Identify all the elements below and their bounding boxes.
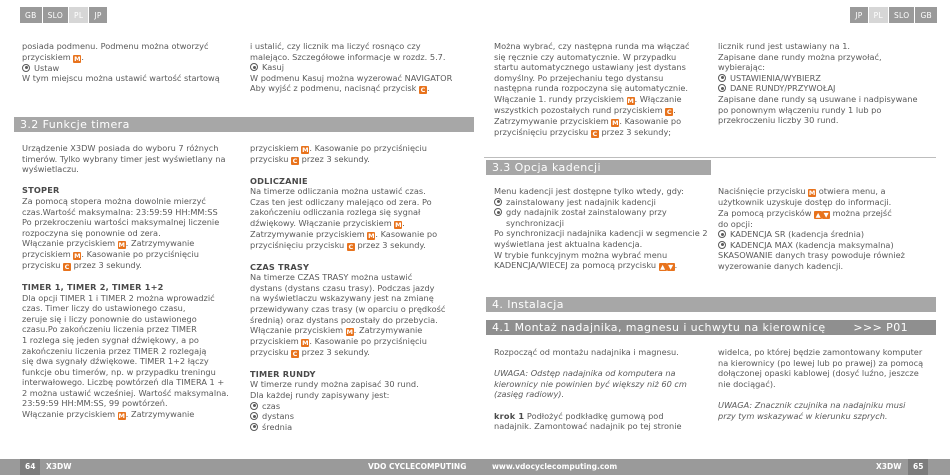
c-button-icon: C (292, 157, 298, 165)
text-line: wybierając: (718, 62, 765, 73)
text-line: czas.Wartość maksymalna: 23:59:59 HH:MM:SS (22, 206, 218, 217)
col4-bottom-text (718, 347, 933, 421)
text-line: timerów. Tylko wybrany timer jest wyświetlany na (22, 153, 226, 164)
text-line: przyciśnięciu przycisku C przez 3 sekundy; (494, 126, 672, 138)
text-line: krok 1 Podłożyć podkładkę gumową pod (494, 410, 664, 421)
text-line: na wyświetlaczu wskazywany jest na zmianę (250, 293, 434, 304)
text-line: Po synchronizacji nadajnika kadencji w segmencie 2 (494, 228, 708, 239)
m-button-icon: M (74, 252, 81, 261)
text-line: W timerze rundy można zapisać 30 rund. (250, 379, 419, 390)
text-line: przyciskiem M. Kasowanie po przyciśnięciu (22, 249, 199, 261)
bullet-icon (250, 402, 258, 410)
lang-tab-gb[interactable]: GB (20, 7, 42, 23)
down-button-icon: ▼ (668, 263, 674, 272)
text-line: Dla opcji TIMER 1 i TIMER 2 można wprowadzić (22, 292, 215, 303)
col1-top-text (22, 41, 237, 84)
lang-tab-pl[interactable]: PL (69, 7, 88, 23)
col3-middle-text (494, 186, 709, 271)
reference-link-p01[interactable]: >>> P01 (853, 321, 908, 334)
text-line: Za pomocą stopera można dowolnie mierzyć (22, 195, 206, 206)
text-line: Za pomocą przycisków ▲ ▼ można przejść (718, 207, 892, 219)
bullet-item: Ustaw (22, 63, 237, 74)
lang-tab-pl-right[interactable]: PL (869, 7, 888, 23)
note-line: kierownicy nie powinien być większy niż 60 cm (494, 378, 687, 389)
text-line: czas. Timer liczy do ustawionego czasu, (22, 303, 186, 314)
text-line: przyciskiem M. (22, 51, 84, 63)
website-url[interactable]: www.vdocyclecomputing.com (492, 462, 618, 471)
bullet-icon (250, 423, 258, 431)
text-line: przycisku C przez 3 sekundy. (250, 154, 370, 165)
lang-tab-gb-right[interactable]: GB (915, 7, 937, 23)
bullet-item: USTAWIENIA/WYBIERZ (718, 73, 933, 84)
text-line: przekroczeniu liczby 30 rund. (718, 115, 839, 126)
lang-tab-slo-right[interactable]: SLO (889, 7, 914, 23)
bullet-item: zainstalowany jest nadajnik kadencji (494, 197, 709, 208)
m-button-icon: M (118, 412, 125, 421)
bullet-icon (718, 241, 726, 249)
col4-middle-text (718, 186, 933, 272)
text-line: nie dociągać). (718, 378, 776, 389)
text-line: SKASOWANIE danych trasy powoduje również (718, 250, 905, 261)
text-line: przyciskiem M. Kasowanie po przyciśnięciu (250, 143, 427, 154)
c-button-icon: C (592, 129, 598, 138)
bullet-icon (250, 412, 258, 420)
text-line: rozpoczyna się ponownie od zera. (22, 227, 161, 238)
bullet-item: Kasuj (250, 62, 460, 73)
text-line: się dwa sygnały dźwiękowe. TIMER 1+2 łączy (22, 356, 209, 367)
m-button-icon: M (808, 189, 816, 197)
text-line: KADENCJA/WIECEJ za pomocą przycisku ▲ ▼ . (494, 260, 678, 272)
text-line: posiada podmenu. Podmenu można otworzyć (22, 41, 209, 51)
text-line: Czas ten jest odliczany malejąco od zera. Po (250, 196, 432, 207)
note-line: UWAGA: Odstęp nadajnika od komputera na (494, 368, 676, 379)
bullet-item: średnia (250, 422, 465, 433)
brand-name: VDO CYCLECOMPUTING (368, 462, 467, 471)
bullet-icon (718, 84, 726, 92)
model-name-left: X3DW (46, 462, 72, 471)
c-button-icon: C (666, 107, 672, 116)
text-line: Naciśnięcie przycisku M otwiera menu, a (718, 186, 886, 197)
page-number-right: 65 (908, 459, 928, 475)
section-heading-4 (486, 297, 936, 312)
col3-bottom-text (494, 347, 709, 432)
text-line: 2 można ustawić wcześniej. Wartość maksymalna. (22, 387, 229, 398)
text-line: Rozpocząć od montażu nadajnika i magnesu. (494, 347, 679, 357)
text-line: Zapisane dane rundy można przywołać, (718, 51, 882, 62)
c-button-icon: C (292, 350, 298, 359)
section-heading-text: 3.2 Funkcje timera (20, 118, 130, 131)
text-line: wyświetlaczu. (22, 164, 79, 175)
m-button-icon: M (368, 231, 375, 240)
text-line: Zapisane dane rundy są usuwane i nadpisywane (718, 93, 918, 104)
text-line: W tym miejscu można ustawić wartość startową (22, 73, 220, 84)
c-button-icon: C (420, 86, 426, 95)
c-button-icon: C (64, 263, 70, 272)
text-line: W trybie funkcyjnym można wybrać menu (494, 249, 668, 260)
m-button-icon: M (302, 146, 309, 154)
text-line: wyświetlana jest aktualna kadencja. (494, 238, 643, 249)
m-button-icon: M (612, 118, 619, 127)
text-line: przycisku C przez 3 sekundy. (250, 347, 370, 359)
text-line: wszystkich pozostałych rund przyciskiem C . (494, 104, 676, 116)
bullet-item: DANE RUNDY/PRZYWOŁAJ (718, 83, 933, 94)
text-line: Włączanie przyciskiem M. Zatrzymywanie (22, 409, 195, 421)
text-line: Zatrzymywanie przyciskiem M. Kasowanie po (494, 115, 682, 127)
language-tabs-right (850, 7, 938, 27)
section-heading-4-1 (486, 320, 936, 335)
note-line: (zasięg radiowy). (494, 389, 565, 400)
section-divider (484, 157, 936, 158)
bullet-item: czas (250, 401, 465, 412)
bullet-icon (494, 198, 502, 206)
down-button-icon: ▼ (823, 210, 829, 219)
text-line: Po przekroczeniu wartości maksymalnej liczenie (22, 217, 220, 228)
up-button-icon: ▲ (660, 263, 666, 272)
text-line: Włączanie 1. rundy przyciskiem M. Włączanie (494, 93, 682, 105)
subheading-timer: TIMER 1, TIMER 2, TIMER 1+2 (22, 281, 164, 292)
text-line: Menu kadencji jest dostępne tylko wtedy, gdy: (494, 186, 684, 196)
text-line: W podmenu Kasuj można wyzerować NAVIGATOR (250, 72, 453, 83)
text-line: przyciskiem M. Kasowanie po przyciśnięciu (250, 336, 427, 348)
text-line: 1 rozlega się jeden sygnał dźwiękowy, a po (22, 334, 199, 345)
text-line: interwałowego. Liczbę powtórzeń dla TIMERA 1 + (22, 377, 225, 388)
text-line: Można wybrać, czy następna runda ma włączać (494, 41, 690, 51)
subheading-odliczanie: ODLICZANIE (250, 175, 308, 186)
text-line: zakończeniu odliczania rozlega się sygnał (250, 207, 421, 218)
col2-main-text (250, 143, 465, 432)
text-line: zakończeniu liczenia przez TIMER 2 rozlegają (22, 345, 207, 356)
m-button-icon: M (302, 339, 309, 348)
bullet-item: KADENCJA MAX (kadencja maksymalna) (718, 240, 933, 251)
col1-main-text (22, 143, 237, 420)
text-line: dystans (dystans czasu trasy). Podczas jazdy (250, 282, 435, 293)
subheading-timer-rundy: TIMER RUNDY (250, 368, 316, 379)
text-line: Na timerze odliczania można ustawić czas. (250, 186, 426, 197)
bullet-icon (22, 64, 30, 72)
text-line: po ponownym włączeniu rundy 1 lub po (718, 104, 882, 115)
page-footer (0, 459, 950, 475)
col4-top-text (718, 41, 933, 126)
text-line: na kierownicy (po lewej lub po prawej) za pomocą (718, 357, 924, 368)
text-line: licznik rund jest ustawiany na 1. (718, 41, 851, 51)
language-tabs-left (20, 7, 108, 27)
text-line: Włączanie przyciskiem M. Zatrzymywanie (22, 238, 195, 250)
text-line: funkcje obu timerów, np. w przypadku treningu (22, 366, 216, 377)
lang-tab-slo[interactable]: SLO (43, 7, 68, 23)
text-line: nadajnik. Zamontować nadajnik po tej stronie (494, 421, 682, 432)
text-line: dołączonej opaski kablowej (dosyć luźno, jeszcze (718, 368, 919, 379)
col3-top-text (494, 41, 709, 138)
text-line: Włączanie przyciskiem M. Zatrzymywanie (250, 325, 423, 337)
text-line: Dla każdej rundy zapisywany jest: (250, 389, 390, 400)
m-button-icon: M (346, 328, 353, 337)
section-heading-3-2 (14, 117, 474, 132)
text-line: Urządzenie X3DW posiada do wyboru 7 różnych (22, 143, 219, 153)
text-line: synchronizacji (506, 217, 565, 228)
bullet-icon (250, 63, 258, 71)
text-line: domyślny. Po przejechaniu tego dystansu (494, 72, 664, 83)
section-heading-text: 3.3 Opcja kadencji (492, 161, 601, 174)
text-line: Na timerze CZAS TRASY można ustawić (250, 272, 413, 283)
text-line: malejąco. Szczegółowe informacje w rozdz. 5.7. (250, 51, 446, 62)
text-line: się ręcznie czy automatycznie. W przypadku (494, 51, 677, 62)
text-line: Zatrzymywanie przyciskiem M. Kasowanie po (250, 228, 438, 240)
text-line: do opcji: (718, 218, 753, 229)
c-button-icon: C (348, 242, 354, 251)
text-line: następna runda rozpoczyna się automatycznie. (494, 83, 688, 94)
section-heading-text: 4.1 Montaż nadajnika, magnesu i uchwytu na kierownicę (492, 321, 826, 334)
up-button-icon: ▲ (815, 210, 821, 219)
lang-tab-jp[interactable]: JP (89, 7, 106, 23)
m-button-icon: M (627, 96, 634, 105)
text-line: i ustalić, czy licznik ma liczyć rosnąco czy (250, 41, 421, 51)
text-line: widelca, po której będzie zamontowany komputer (718, 347, 923, 357)
lang-tab-jp-right[interactable]: JP (850, 7, 867, 23)
bullet-icon (718, 74, 726, 82)
text-line: Aby wyjść z podmenu, nacisnąć przycisk C . (250, 83, 430, 95)
text-line: przyciśnięciu przycisku C przez 3 sekundy. (250, 239, 426, 251)
text-line: użytkownik uzyskuje dostęp do informacji. (718, 197, 892, 207)
note-line: przy tym wskazywać w kierunku szprych. (718, 410, 888, 421)
text-line: przewidywany czas trasy (w oparciu o prędkość (250, 303, 446, 314)
bullet-icon (718, 230, 726, 238)
m-button-icon: M (395, 220, 402, 229)
text-line: czasu.Po zakończeniu liczenia przez TIMER (22, 324, 197, 335)
model-name-right: X3DW (876, 462, 902, 471)
text-line: dźwiękowy. Włączanie przyciskiem M. (250, 217, 405, 229)
text-line: wyzerowanie danych kadencji. (718, 260, 844, 271)
bullet-item: gdy nadajnik został zainstalowany przy (494, 207, 709, 218)
m-button-icon: M (74, 54, 81, 63)
text-line: przycisku C przez 3 sekundy. (22, 260, 142, 272)
note-line: UWAGA: Znacznik czujnika na nadajniku musi (718, 399, 906, 410)
section-heading-3-3 (486, 160, 711, 175)
subheading-czas-trasy: CZAS TRASY (250, 261, 310, 272)
bullet-item: dystans (250, 411, 465, 422)
col2-top-text (250, 41, 460, 94)
text-line: zeruje się i liczy ponownie do ustawionego (22, 313, 197, 324)
bullet-item: KADENCJA SR (kadencja średnia) (718, 229, 933, 240)
section-heading-text: 4. Instalacja (492, 298, 564, 311)
text-line: startu automatycznego ustawiany jest dystans (494, 62, 686, 73)
subheading-stoper: STOPER (22, 185, 60, 196)
m-button-icon: M (118, 241, 125, 250)
text-line: 23:59:59 HH:MM:SS, 99 powtórzeń. (22, 398, 168, 409)
text-line: średnią) oraz dystans pozostały do przebycia. (250, 314, 438, 325)
page-number-left: 64 (20, 459, 40, 475)
bullet-icon (494, 208, 502, 216)
